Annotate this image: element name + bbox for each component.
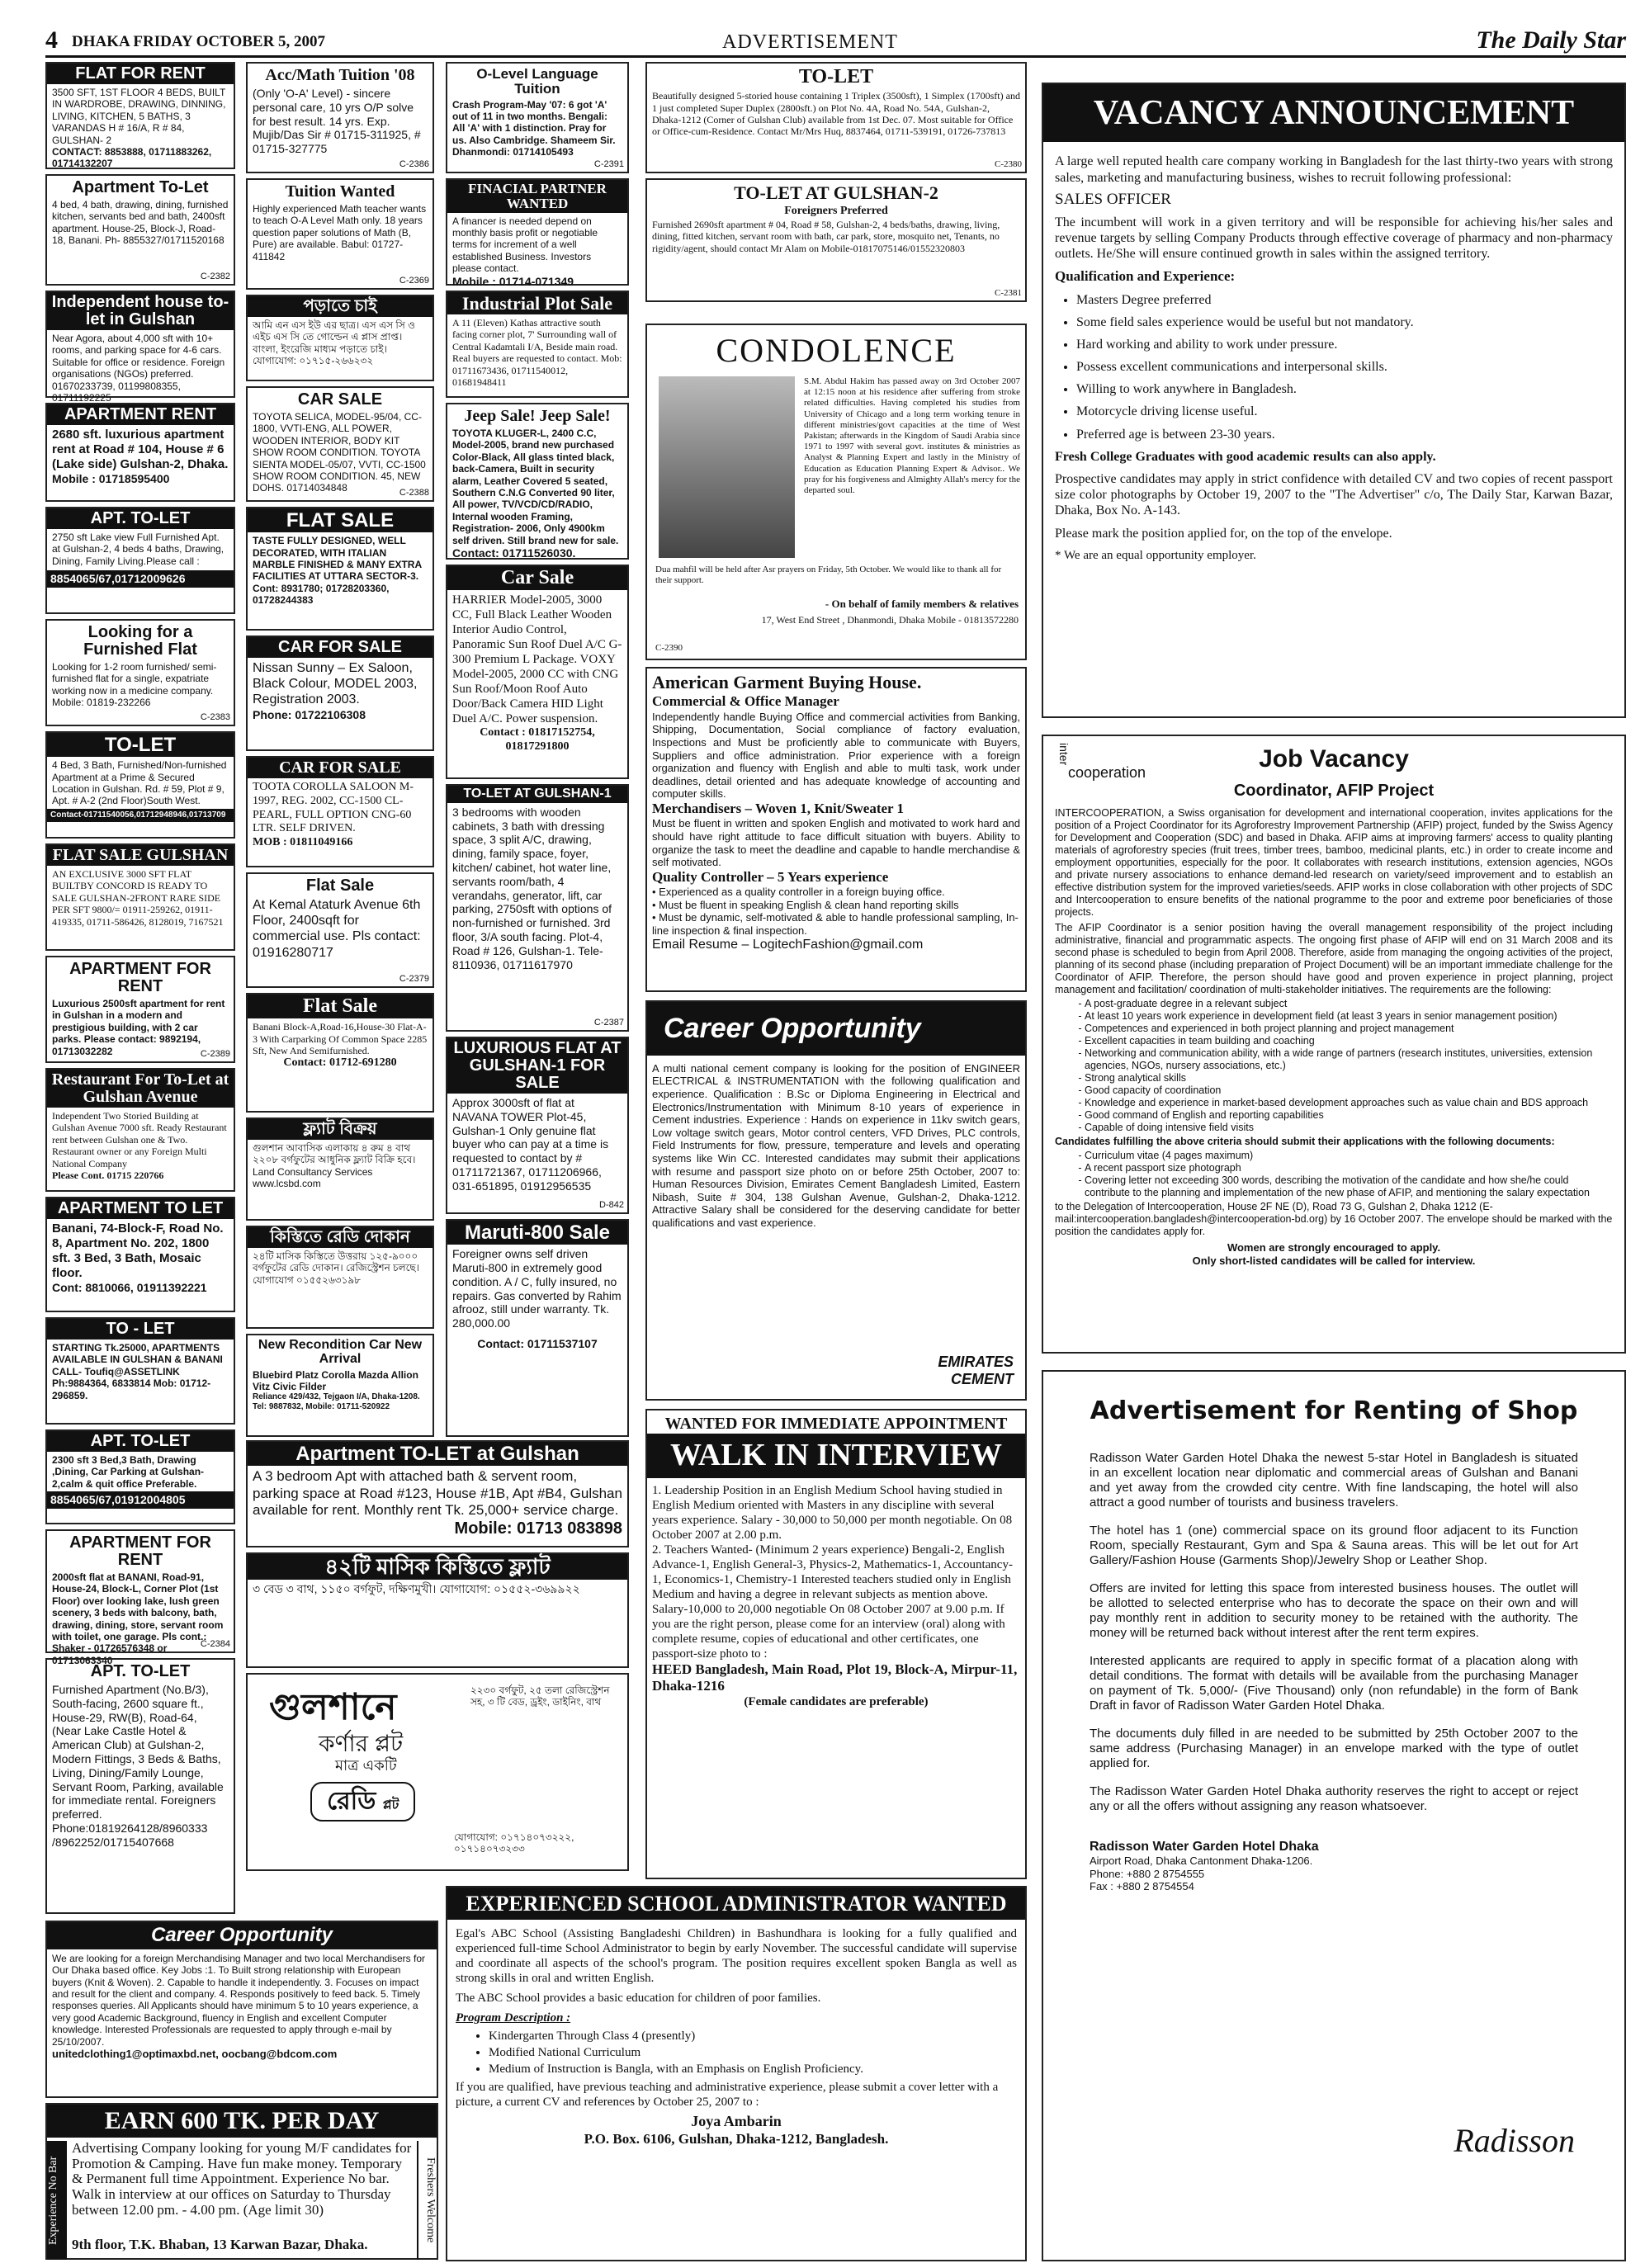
ad-code: C-2383 (200, 711, 230, 722)
ad-title: Looking for a Furnished Flat (83, 623, 197, 659)
ad-title: WALK IN INTERVIEW (647, 1434, 1025, 1478)
classified-ad (246, 1226, 434, 1329)
ad-subtitle: Foreigners Preferred (784, 205, 888, 218)
ad-title: APT. TO-LET (47, 1431, 234, 1452)
ad-body: Beautifully designed 5-storied house containing 1 Triplex (3500sft), 1 Simplex (1700sft) and 1 just completed Super Duplex (2800sft.) on Plot No. 4A, Road No. 54A, Gulshan-2, Dhaka-1212 (Corner of Gulshan Club) available from 1st Dec. 07. Most suitable for Office or Office-cum-Residence. Contact Mr/Mrs Huq, 8837464, 01711-539191, 01726-737813 (652, 90, 1020, 138)
ad-title: CAR FOR SALE (248, 758, 433, 778)
ad-contact: যোগাযোগ: ০১৭১৪০৭৩২২২, ০১৭১৪০৭৩২৩৩ (454, 1831, 574, 1855)
list-item: - A post-graduate degree in a relevant subject (1085, 998, 1613, 1010)
ad-body: ২৪টি মাসিক কিস্তিতে উত্তরায় ১২৫-৯০০০ বর্গফুটের রেডি দোকান। রেজিস্ট্রেশন চলছে। যোগাযোগ ০১৫৫২৬৩১৯৮ (253, 1250, 419, 1286)
ad-contact: Cont: 8931780; 01728203360, 01728244383 (253, 582, 390, 607)
classified-ad (45, 174, 235, 286)
list-item: • Masters Degree preferred (1076, 292, 1613, 308)
shop-rent-ad (1042, 1370, 1626, 2261)
ad-body: HARRIER Model-2005, 3000 CC, Full Black Leather Wooden Interior Audio Control, Panoramic Sun Roof Duel A/C G-300 Premium L Package. VOXY Model-2005, 2000 CC with CNG Sun Roof/Moon Roof Auto Door/Back Camera HID Light Duel A/C. Power suspension. (452, 593, 622, 726)
ad-code: C-2384 (200, 1638, 230, 1649)
list-item: • Motorcycle driving license useful. (1076, 404, 1613, 419)
ad-title: ৪২টি মাসিক কিস্তিতে ফ্ল্যাট (248, 1554, 627, 1580)
list-item: - Strong analytical skills (1085, 1072, 1613, 1084)
ad-body: TOYOTA KLUGER-L, 2400 C.C, Model-2005, brand new purchased Color-Black, All glass tinted black, back-Camera, Built in security alarm, Leather Covered 5 seated, Southern C.N.G Converted 90 liter, All power, TV/VCD/CD/RADIO, Internal wooden Framing, Registration- 2006, Only 4900km self driven. Still brand new for sale. (452, 428, 619, 546)
ad-email: unitedclothing1@optimaxbd.net, oocbang@bdcom.com (52, 2047, 338, 2060)
ad-body: A financer is needed depend on monthly basis profit or negotiable terms for increment of a well established Business. Investors please contact. (452, 215, 598, 275)
column-3 (446, 62, 629, 1572)
classified-ad (446, 178, 629, 286)
ad-title: Jeep Sale! Jeep Sale! (464, 407, 611, 425)
ad-body: Luxurious 2500sft apartment for rent in Gulshan in a modern and prestigious building, with 2 car parks. Please contact: 9892194, 01713032282 (52, 998, 225, 1057)
classified-ad (246, 507, 434, 631)
ad-body: 4 bed, 4 bath, drawing, dining, furnished kitchen, servants bed and bath, 2400sft apartment. House-25, Block-J, Road-18, Banani. Ph- 8855327/01711520168 (52, 199, 229, 247)
ad-code: D-842 (599, 1199, 624, 1210)
ad-title: O-Level Language Tuition (476, 66, 598, 97)
envelope-note: Please mark the position applied for, on the top of the envelope. (1055, 526, 1392, 541)
program-list (489, 2029, 1017, 2077)
ad-code: C-2382 (200, 271, 230, 281)
list-item: • Willing to work anywhere in Bangladesh. (1076, 381, 1613, 397)
ad-subtitle: মাত্র একটি (335, 1757, 397, 1774)
gulshan-plot-ad (246, 1673, 629, 1871)
column-2 (246, 62, 434, 1572)
equal-opportunity-note: * We are an equal opportunity employer. (1055, 548, 1256, 562)
ad-title: EXPERIENCED SCHOOL ADMINISTRATOR WANTED (447, 1888, 1025, 1920)
contact-name: Joya Ambarin (691, 2113, 782, 2130)
ad-body: Interested applicants are required to apply in specific format of a placation along with detail conditions. The format with details will be available from the purchasing Manager on payment of Tk. 5,000/- (Five Thousand) only (non refundable) in the form of Bank Draft in favor of Radisson Water Garden Hotel Dhaka. (1090, 1654, 1578, 1713)
list-item: - Competences and experienced in both project planning and project management (1085, 1023, 1613, 1035)
notice-body: S.M. Abdul Hakim has passed away on 3rd October 2007 at 12:15 noon at his residence after suffering from stroke related difficulties. Having completed his studies from University of Chicago and a long term working tenure in different ministries/govt capacities at the time of West Pakistan; afterwards in the Kingdom of Saudi Arabia since 1971 to 1997 with several govt. institutes & ministries as Analyst & Planning Expert and lastly in the Ministry of Education as Education Planning Expert & Advisor.. We pray for his forgiveness and Almighty Allah's mercy for the departed soul. (804, 376, 1020, 495)
career-opportunity-2-ad (45, 1921, 438, 2098)
ad-contact: 8854065/67,01712009626 (47, 570, 234, 588)
ad-title: FLAT FOR RENT (47, 64, 234, 84)
ad-contact: Mobile: 01713 083898 (454, 1519, 622, 1538)
ad-title: American Garment Buying House. (652, 672, 922, 692)
list-item: - Good command of English and reporting capabilities (1085, 1109, 1613, 1122)
ad-title: New Recondition Car New Arrival (258, 1338, 423, 1366)
ad-title: APARTMENT FOR RENT (69, 1533, 211, 1569)
ad-body: Highly experienced Math teacher wants to teach O-A Level Math only. 18 years question paper solutions of Math (B, Pure) are available. Babul: 01727-411842 (253, 203, 427, 262)
issue-date: DHAKA FRIDAY OCTOBER 5, 2007 (72, 33, 326, 50)
portrait-photo (659, 376, 795, 558)
ad-body: The ABC School provides a basic education for children of poor families. (456, 1992, 821, 2006)
ad-title: Restaurant For To-Let at Gulshan Avenue (47, 1070, 234, 1108)
ad-body: ৩ বেড ৩ বাথ, ১১৫০ বর্গফুট, দক্ষিণমুখী। যোগাযোগ: ০১৫৫২-৩৬৯৯২২ (253, 1582, 580, 1596)
list-item: • Medium of Instruction is Bangla, with an Emphasis on English Proficiency. (489, 2062, 1017, 2077)
ad-title: APARTMENT FOR RENT (69, 960, 211, 995)
vacancy-announcement-ad (1042, 83, 1626, 718)
notice-title: CONDOLENCE (716, 332, 957, 369)
notice-address: 17, West End Street , Dhanmondi, Dhaka Mobile - 01813572280 (761, 614, 1019, 626)
ready-label: রেডি (327, 1787, 376, 1815)
ad-subtitle: Commercial & Office Manager (652, 693, 839, 710)
classified-ad (446, 403, 629, 560)
classified-ad (246, 295, 434, 381)
ad-code: C-2391 (593, 158, 624, 169)
list-item: - Curriculum vitae (4 pages maximum) (1085, 1150, 1613, 1162)
ad-title: Career Opportunity (647, 1002, 1025, 1056)
ad-title: Career Opportunity (47, 1922, 437, 1949)
tolet-ad (645, 62, 1027, 173)
classified-ad (446, 62, 629, 173)
ad-title: FINACIAL PARTNER WANTED (447, 180, 627, 213)
ad-body: Independent Two Storied Building at Gulshan Avenue 7000 sft. Ready Restaurant rent between Gulshan one & Two. Restaurant owner or any Foreign Multi National Company (52, 1110, 227, 1169)
ad-body: Offers are invited for letting this space from interested business houses. The outlet will be allotted to selected enterprise who has to decorate the space on their own and will pay monthly rent in addition to security money to be retained with the authority. The money will be returned back without interest after the rent term expires. (1090, 1581, 1578, 1640)
ad-email: Email Resume – LogitechFashion@gmail.com (652, 938, 924, 952)
hotel-name: Radisson Water Garden Hotel Dhaka (1090, 1840, 1319, 1854)
walk-in-interview-ad (645, 1409, 1027, 1879)
classified-ad (45, 1197, 235, 1312)
ad-body: TOOTA COROLLA SALOON M-1997, REG. 2002, CC-1500 CL-PEARL, FULL OPTION CNG-60 LTR. SELF DRIVEN. (253, 781, 414, 835)
ad-body: A 11 (Eleven) Kathas attractive south facing corner plot, 7' Surrounding wall of Central Kadamtali I/A, Beside main road. Real buyers are requested to contact. Mob: 01711673436, 01711540012, 01681948411 (452, 317, 622, 389)
page-header (45, 25, 1626, 58)
school-administrator-ad (446, 1886, 1027, 2261)
ad-contact: Contact : 01817152754, 01817291800 (480, 726, 595, 753)
installment-flat-ad (246, 1552, 629, 1668)
classified-ad (446, 1219, 629, 1437)
ad-body: (Only 'O-A' Level) - sincere personal care, 10 yrs O/P solve for best result. 14 yrs. Exp. Mujib/Das Sir # 01715-311925, # 01715-327775 (253, 87, 421, 156)
ad-title: Tuition Wanted (285, 182, 395, 201)
ad-body: The AFIP Coordinator is a senior position having the overall management responsibility of the project including administrative, financial and programmatic aspects. The ongoing first phase of AFIP will end on 31 March 2008 and its second phase is scheduled to begin from April 2008. Therefore, aside from managing the ongoing activities of the project, planning of its second phase (including preparation of Project Document) will be an important immediate challenge for the Coordinator of AFIP. Therefore, the person should have good and proven experience in project planning, project management and facilitation/ coordination of multi-stakeholder initiatives. The requirements are the following: (1055, 922, 1613, 995)
hotel-fax: Fax : +880 2 8754554 (1090, 1880, 1194, 1893)
list-item: - Capable of doing intensive field visits (1085, 1122, 1613, 1134)
ad-title: TO-LET AT GULSHAN-1 (447, 786, 627, 803)
ad-title: TO-LET AT GULSHAN-2 (734, 182, 938, 203)
ad-body: Must be fluent in written and spoken English and motivated to work hard and should have right attitude to face difficult situation with buyers. Ability to organize the task to meet the deadline and capable to handle merchandise & self motivated. (652, 817, 1020, 869)
ad-note: (Female candidates are preferable) (744, 1695, 929, 1709)
qualification-heading: Qualification and Experience: (1055, 268, 1236, 285)
ad-contact: Contact: 01711537107 (477, 1336, 598, 1350)
ad-title: Flat Sale (248, 995, 433, 1018)
ad-code: C-2369 (399, 275, 429, 286)
classified-ad (246, 386, 434, 502)
ad-body: Banani, 74-Block-F, Road No. 8, Apartment No. 202, 1800 sft. 3 Bed, 3 Bath, Mosaic floor. (52, 1221, 224, 1280)
ad-body: Crash Program-May '07: 6 got 'A' out of 11 in two months. Bengali: All 'A' with 1 distinction. Pray for us. Also Cambridge. Shameem Sir. Dhanmondi: 01714105493 (452, 98, 616, 158)
ad-contact: Contact-01711540056,01712948946,01713709 (47, 809, 234, 822)
ad-body: TASTE FULLY DESIGNED, WELL DECORATED, WITH ITALIAN MARBLE FINISHED & MANY EXTRA FACILITIES AT UTTARA SECTOR-3. (253, 535, 422, 583)
classified-ad (446, 565, 629, 779)
ad-body: • Experienced as a quality controller in a foreign buying office. • Must be fluent in speaking English & clean hand reporting skills • Must be dynamic, self-motivated & able to handle professional sampling, In-line inspection & final inspection. (652, 886, 1019, 937)
career-opportunity-ad (645, 1000, 1027, 1401)
ad-body: The hotel has 1 (one) commercial space on its ground floor adjacent to its Function Room, specially Restaurant, Gym and Spa & Sauna areas. This will be let out for Art Gallery/Fashion House (Garments Shop)/Jewelry Shop or Leather Shop. (1090, 1524, 1578, 1567)
ad-body: গুলশান আবাসিক এলাকায় ৪ রুম ৪ বাথ ২২০৮ বর্গফুটের আধুনিক ফ্ল্যাট বিক্রি হবে। Land Consultancy Services www.lcsbd.com (253, 1142, 416, 1190)
ad-contact: MOB : 01811049166 (253, 836, 353, 849)
ad-role: Coordinator, AFIP Project (1233, 782, 1435, 800)
ad-code: C-2379 (399, 973, 429, 984)
classified-ad (45, 1068, 235, 1192)
contact-address: P.O. Box. 6106, Gulshan, Dhaka-1212, Bangladesh. (584, 2130, 889, 2147)
ad-title: Job Vacancy (1259, 745, 1409, 773)
ad-title: Apartment To-Let (72, 178, 209, 196)
classified-ad (45, 403, 235, 502)
ad-body: ২২৩০ বর্গফুট, ২৫ তলা রেজিস্ট্রেশন সহ, ৩ টি বেড, ড্রইং, ডাইনিং, বাথ (470, 1684, 610, 1708)
ad-title: Advertisement for Renting of Shop (1090, 1396, 1578, 1425)
list-item: - A recent passport size photograph (1085, 1162, 1613, 1174)
condolence-notice (645, 324, 1027, 660)
classified-ad (45, 956, 235, 1063)
ad-body: Egal's ABC School (Assisting Bangladeshi Children) in Bashundhara is looking for a fully qualified and experienced full-time School Administrator to begin by early November. The successful candidate will supervise and coordinate all aspects of the school's program. The position requires excellent spoken Bangla as well as strong skills in oral and written English. (456, 1927, 1017, 1986)
logo-text: inter (1056, 743, 1071, 766)
ad-contact: Phone: 01722106308 (253, 707, 366, 721)
ad-title: ফ্ল্যাট বিক্রয় (248, 1119, 433, 1140)
list-item: - Knowledge and experience in market-based development approaches such as value chain and BDS approach (1085, 1097, 1613, 1109)
list-item: - At least 10 years work experience in development field (at least 3 years in senior management position) (1085, 1010, 1613, 1023)
apartment-tolet-ad (246, 1440, 629, 1547)
classified-ad (246, 636, 434, 751)
ad-title: Independent house to-let in Gulshan (47, 292, 234, 330)
notice-dua: Dua mahfil will be held after Asr prayers on Friday, 5th October. We would like to thank all for their support. (655, 565, 1002, 586)
ad-body: Bluebird Platz Corolla Mazda Allion Vitz Civic Filder (253, 1368, 418, 1392)
ad-title: APT. TO-LET (90, 1662, 191, 1680)
classified-ad (446, 784, 629, 1032)
ad-title: APARTMENT RENT (47, 404, 234, 425)
ad-title: Apartment TO-LET at Gulshan (248, 1442, 627, 1466)
section-title: ADVERTISEMENT (722, 31, 898, 53)
program-heading: Program Description : (456, 2011, 571, 2025)
shortlist-note: Only short-listed candidates will be called for interview. (1192, 1254, 1476, 1267)
ad-body: TOYOTA SELICA, MODEL-95/04, CC-1800, VVTI-ENG, ALL POWER, WOODEN INTERIOR, BODY KIT SHOW ROOM CONDITION. TOYOTA SIENTA MODEL-05/07, VVTI, CC-1500 SHOW ROOM CONDITION. 45, NEW DOHS. 01714034848 (253, 411, 426, 494)
logo-text: cooperation (1068, 764, 1146, 781)
ad-body: A 3 bedroom Apt with attached bath & servent room, parking space at Road #123, House #1B, Apt #B4, Gulshan available for rent. Monthly rent Tk. 25,000+ service charge. (253, 1468, 622, 1518)
ad-contact: Cont: 8810066, 01911392221 (52, 1281, 207, 1294)
ad-title: Flat Sale (305, 876, 375, 895)
classified-ad (246, 178, 434, 290)
job-vacancy-ad (1042, 735, 1626, 1354)
ad-contact: Please Cont. 01715 220766 (52, 1169, 164, 1181)
classified-ad (45, 1658, 235, 1914)
ad-body: Looking for 1-2 room furnished/ semi-furnished flat for a single, expatriate working now in a medicine company. Mobile: 01819-232266 (52, 661, 217, 709)
ad-code: C-2390 (655, 642, 683, 653)
list-item: • Kindergarten Through Class 4 (presently) (489, 2029, 1017, 2044)
notice-sign: - On behalf of family members & relatives (825, 598, 1019, 610)
ad-contact: CONTACT: 8853888, 01711883262, 01714132207 (52, 145, 212, 170)
emirates-logo: EMIRATES CEMENT (938, 1353, 1014, 1388)
list-item: • Modified National Curriculum (489, 2045, 1017, 2060)
ad-organization: HEED Bangladesh, Main Road, Plot 19, Block-A, Mirpur-11, Dhaka-1216 (652, 1661, 1018, 1694)
ad-body: At Kemal Ataturk Avenue 6th Floor, 2400sqft for commercial use. Pls contact: 01916280717 (253, 898, 421, 960)
ad-body: Banani Block-A,Road-16,House-30 Flat-A-3 With Carparking Of Common Space 2285 Sft, New And Semifurnished. (253, 1021, 428, 1056)
requirements-list (1085, 998, 1613, 1134)
ad-contact: Mobile : 01714-071349 (452, 274, 574, 288)
classified-ad (246, 993, 434, 1113)
fresh-graduates-note: Fresh College Graduates with good academic results can also apply. (1055, 449, 1436, 464)
side-label-left: Experience No Bar (47, 2141, 67, 2260)
ad-body: আমি এন এস ইউ এর ছাত্র। এস এস সি ও এইচ এস সি তে গোল্ডেন এ প্লাস প্রাপ্ত। বাংলা, ইংরেজি মাধ্যম পড়াতে চাই। যোগাযোগ: ০১৭১৫-২৬৬২৩২ (253, 319, 415, 367)
list-item: - Excellent capacities in team building and coaching (1085, 1035, 1613, 1047)
ad-title: FLAT SALE (248, 508, 433, 532)
classified-ad (246, 872, 434, 988)
ad-intro: A large well reputed health care company working in Bangladesh for the last thirty-two years with strong sales, marketing and manufacturing business, wishes to recruit following professional: (1055, 154, 1613, 185)
ad-title: Maruti-800 Sale (447, 1221, 627, 1245)
ad-role: SALES OFFICER (1055, 190, 1171, 208)
garment-buying-house-ad (645, 667, 1027, 992)
ready-badge (310, 1782, 415, 1821)
radisson-logo: Radisson (1454, 2122, 1575, 2159)
list-item: - Networking and communication ability, with a wide range of partners (research institutes, universities, extension agencies, NGOs, nursery associations, etc.) (1085, 1047, 1613, 1072)
ad-title: TO - LET (47, 1319, 234, 1340)
ad-subtitle: Merchandisers – Woven 1, Knit/Sweater 1 (652, 800, 905, 816)
ad-title: Acc/Math Tuition '08 (265, 66, 415, 84)
documents-list (1085, 1150, 1613, 1199)
hotel-address: Airport Road, Dhaka Cantonment Dhaka-1206. (1090, 1855, 1313, 1868)
classified-ad (45, 1529, 235, 1666)
ad-body: 2750 sft Lake view Full Furnished Apt. at Gulshan-2, 4 beds 4 baths, Drawing, Dining, Family Living.Please call : (52, 532, 225, 567)
list-item: • Some field sales experience would be useful but not mandatory. (1076, 314, 1613, 330)
ad-body: STARTING Tk.25000, APARTMENTS AVAILABLE IN GULSHAN & BANANI CALL- Toufiq@ASSETLINK Ph:9884364, 6833814 Mob: 01712-296859. (52, 1342, 223, 1401)
ad-body: If you are qualified, have previous teaching and administrative experience, please submit a cover letter with a picture, a current CV and references by October 25, 2007 to : (456, 2081, 999, 2110)
ad-code: C-2387 (593, 1017, 624, 1028)
classified-ad (446, 1037, 629, 1214)
ad-description: The incumbent will work in a given territory and will be responsible for achieving his/her sales and revenue targets by selling Company Products through effective coverage of pharmacy and non-pharmacy outlets. He/She will ensure continued growth in sales within the assigned territory. (1055, 215, 1613, 261)
ad-title: Industrial Plot Sale (447, 292, 627, 314)
ad-title: CAR FOR SALE (248, 637, 433, 658)
classified-ad (45, 1317, 235, 1425)
side-label-right: Freshers Welcome (417, 2141, 437, 2260)
ad-body: A multi national cement company is looking for the position of ENGINEER ELECTRICAL & INSTRUMENTATION with the following qualification and experience. Qualification : B.Sc or Diploma Engineering in Electrical and Electronics/Instrumentation with Minimum 8-10 years of experience in Cement industries. Experience : Hands on experience in 11kv switch gears, Low voltage switch gears, Motor control centers, VFD Drives, PLC controls, Field Instruments for flow, pressure, temperature and levels and operating systems like Win CC. Interested candidates may submit their applications with resume and passport size photo on or before 25th October, 2007 to: Human Resources Division, Emirates Cement Bangladesh Limited, Eastern Nibash, Suite # 304, 138 Gulshan Avenue, Gulshan-2, Dhaka-1212. Attractive Salary shall be considered for the deserving candidate for better qualifications and vast experience. (652, 1061, 1020, 1229)
ad-title: LUXURIOUS FLAT AT GULSHAN-1 FOR SALE (447, 1038, 627, 1094)
ad-title: CAR SALE (297, 390, 383, 409)
masthead-logo: The Daily Star (1476, 26, 1626, 54)
classified-ad (246, 62, 434, 173)
earn-per-day-ad (45, 2103, 438, 2260)
tolet-gulshan2-ad (645, 178, 1027, 302)
ad-title: TO-LET (47, 733, 234, 757)
classified-ad (45, 843, 235, 951)
ad-title: Car Sale (447, 566, 627, 590)
list-item: • Possess excellent communications and interpersonal skills. (1076, 359, 1613, 375)
ad-body: INTERCOOPERATION, a Swiss organisation for development and international cooperation, invites applications for the position of a Project Coordinator for its Agroforestry Improvement Partnership (AFIP) project, funded by the Swiss Agency for Development and Cooperation (SDC) and based in Dhaka. AFIP aims at improving farmers' access to quality planting materials of agroforestry species (fruit trees, timber trees, bamboo, medicinal plants, etc.) in order to create income and employment opportunities, especially for the poor. It collaborates with research institutions, extension agencies, NGOs and private nursery associations to enhance demand-led research on variety/seed improvement and to establish an effective distribution system for the improved varieties/seeds. AFIP works in close collaboration with other projects of SDC and Intercooperation to ensure benefits of the national programme to the poor and extreme poor beneficiaries of those projects. (1055, 807, 1613, 918)
ad-body: AN EXCLUSIVE 3000 SFT FLAT BUILTBY CONCORD IS READY TO SALE GULSHAN-2FRONT RARE SIDE PER SFT 9800/= 01911-259262, 01911-419335, 01711-586426, 8128019, 7167521 (52, 868, 224, 928)
ad-contact: Contact: 01712-691280 (283, 1056, 397, 1070)
ad-contact: Mobile : 01718595400 (52, 472, 170, 485)
classified-ad (45, 619, 235, 726)
ad-body: 3500 SFT, 1ST FLOOR 4 BEDS, BUILT IN WARDROBE, DRAWING, DINNING, LIVING, KITCHEN, 5 BATHS, 3 VARANDAS H # 16/A, R # 84, GULSHAN- 2 (52, 87, 226, 146)
classified-ad (446, 291, 629, 398)
classified-ad (246, 756, 434, 867)
ad-body: The documents duly filled in are needed to be submitted by 25th October 2007 to the same address (Purchasing Manager) in an envelope marked with the type of outlet applied for. (1090, 1727, 1578, 1770)
plot-label: প্লট (382, 1798, 399, 1812)
submission-address: to the Delegation of Intercooperation, House 2F NE (D), Road 73 G, Gulshan 2, Dhaka 1212 (E-mail:intercooperation.bangladesh@intercooperation-bd.org) by 16 October 2007. The envelope should be marked with the position the candidates apply for. (1055, 1201, 1613, 1237)
ad-contact: Contact: 01711526030. (452, 546, 576, 560)
ad-code: C-2389 (200, 1048, 230, 1059)
ad-address: 9th floor, T.K. Bhaban, 13 Karwan Bazar, Dhaka. (72, 2237, 368, 2252)
classified-ad (45, 1429, 235, 1524)
classified-ad (45, 731, 235, 839)
list-item: - Covering letter not exceeding 300 words, describing the motivation of the candidate and how she/he could contribute to the planning and implementation of the new phase of AFIP, and mentioning the salary expectation (1085, 1174, 1613, 1199)
ad-body: 2300 sft 3 Bed,3 Bath, Drawing ,Dining, Car Parking at Gulshan-2,calm & quit office Preferable. (52, 1454, 205, 1490)
ad-body: 2680 sft. luxurious apartment rent at Road # 104, House # 6 (Lake side) Gulshan-2, Dhaka. (52, 428, 229, 471)
ad-body: Approx 3000sft of flat at NAVANA TOWER Plot-45, Gulshan-1 Only genuine flat buyer who can pay at a time is requested to contact by # 01711721367, 01711206966, 031-651895, 01912956535 (452, 1096, 609, 1193)
ad-body: Foreigner owns self driven Maruti-800 in extremely good condition. A / C, fully insured, no repairs. Gas converted by Rahim afrooz, still under warranty. Tk. 280,000.00 (452, 1247, 622, 1330)
ad-body: 4 Bed, 3 Bath, Furnished/Non-furnished Apartment at a Prime & Secured Location in Gulshan. Rd. # 59, Plot # 9, Apt. # A-2 (2nd Floor)South West. (52, 759, 227, 807)
ad-body: Independently handle Buying Office and commercial activities from Banking, Shipping, Documentation, Social compliance of factory evaluation, Inspections and Must be proficiently able to communicate with Buyers, Suppliers and office administration. Prior experience with a foreign organization and fluency with English and able to multi task, work under deadlines, detail oriented and has adequate knowledge of accounting and computer skills. (652, 710, 1020, 801)
list-item: • Hard working and ability to work under pressure. (1076, 337, 1613, 352)
ad-contact: Reliance 429/432, Tejgaon I/A, Dhaka-1208. Tel: 9887832, Mobile: 01711-520922 (253, 1392, 420, 1412)
ad-body: Near Agora, about 4,000 sft with 10+ rooms, and parking space for 4-6 cars. Suitable for office or residence. Foreign organisations (NGOs) preferred. 01670233739, 01199808355, 01711192225 (52, 333, 225, 404)
intercooperation-logo (1056, 743, 1172, 784)
ad-code: C-2388 (399, 487, 429, 498)
ad-body: Radisson Water Garden Hotel Dhaka the newest 5-star Hotel in Bangladesh is situated in an excellent location near diplomatic and commercial areas of Gulshan and Banani and yet away from the crowded city centre. With fine landscaping, the hotel will also attract a good number of tourists and business travelers. (1090, 1451, 1578, 1510)
page-number: 4 (45, 26, 58, 54)
ad-pretitle: WANTED FOR IMMEDIATE APPOINTMENT (664, 1415, 1008, 1433)
classified-ad (45, 62, 235, 169)
ad-title: VACANCY ANNOUNCEMENT (1043, 84, 1624, 142)
ad-subtitle: Quality Controller – 5 Years experience (652, 868, 889, 885)
apply-instructions: Prospective candidates may apply in strict confidence with detailed CV and two copies of recent passport size color photographs by October 19, 2007 to the "The Advertiser" c/o, The Daily Star, Karwan Bazar, Dhaka, Box No. A-143. (1055, 472, 1613, 518)
hotel-phone: Phone: +880 2 8754555 (1090, 1867, 1205, 1880)
column-1 (45, 62, 235, 1721)
women-note: Women are strongly encouraged to apply. (1227, 1241, 1441, 1254)
ad-body: The Radisson Water Garden Hotel Dhaka authority reserves the right to accept or reject any or all the offers without assigning any reason whatsoever. (1090, 1784, 1578, 1813)
ad-body: Furnished 2690sft apartment # 04, Road # 58, Gulshan-2, 4 beds/baths, drawing, living, dining, fitted kitchen, servant room with bath, car park, store, mosquito net, Tenants, no rigidity/agent, should contact Mr Alam on Mobile-01817075146/01552320803 (652, 218, 1000, 254)
ad-body: Nissan Sunny – Ex Saloon, Black Colour, MODEL 2003, Registration 2003. (253, 661, 418, 707)
classified-ad (246, 1117, 434, 1221)
ad-body: We are looking for a foreign Merchandising Manager and two local Merchandisers for Our Dhaka based office. Key Jobs :1. To Built strong relationship with European buyers (Knit & Woven). 2. Capable to handle it independently. 3. Focuses on impact and result for the client and company. 4. Responds positively to feed back. 5. Timely responses queries. All Applicants should have minimum 5 to 10 years experience, a very good Academic Background, fluency in English and excellent Computer knowledge. Interested Professionals are requested to apply through e-mail by 25/10/2007. (52, 1952, 426, 2048)
ad-title: APARTMENT TO LET (47, 1198, 234, 1219)
candidates-note: Candidates fulfilling the above criteria should submit their applications with the following documents: (1055, 1136, 1555, 1147)
ad-contact: 8854065/67,01912004805 (47, 1491, 234, 1509)
list-item: - Good capacity of coordination (1085, 1084, 1613, 1097)
ad-body: Furnished Apartment (No.B/3), South-facing, 2600 square ft., House-29, RW(B), Road-64, (Near Lake Castle Hotel & American Club) at Gulshan-2, Modern Fittings, 3 Beds & Baths, Living, Dining/Family Lounge, Servant Room, Parking, available for immediate rental. Foreigners preferred. Phone:01819264128/8960333 /8962252/01715407668 (52, 1683, 224, 1849)
classified-ad (45, 291, 235, 404)
ad-code: C-2386 (399, 158, 429, 169)
ad-body: 1. Leadership Position in an English Medium School having studied in English Medium oriented with Masters in any discipline with several years experience. Salary - 30,000 to 50,000 per month negotiable. On 08 October 2007 at 2.00 p.m. 2. Teachers Wanted- (Minimum 2 years experience) Bengali-2, English Advance-1, English General-3, Physics-2, Mathematics-1, Accountancy-1, Economics-1, Chemistry-1 Interested teachers studied only in English Medium and having a degree in relevant subjects as mention above. Salary-10,000 to 20,000 negotiable On 08 October 2007 at 9.00 p.m. If you are the right person, please come for an interview (oral) along with complete resume, copies of educational and other certificates, one passport-size photo to : (652, 1483, 1013, 1661)
ad-body: 2000sft flat at BANANI, Road-91, House-24, Block-L, Corner Plot (1st Floor) over looking lake, lush green scenery, 3 beds with balcony, bath, drawing, dining, store, servant room with toilet, one garage. Pls cont.: Shaker - 01726576348 or 01713063340 (52, 1571, 224, 1666)
ad-title: গুলশানে (269, 1687, 397, 1727)
ad-code: C-2381 (995, 287, 1022, 298)
ad-title: FLAT SALE GULSHAN (47, 845, 234, 866)
ad-body: 3 bedrooms with wooden cabinets, 3 bath with dressing space, 3 split A/C, drawing, dining, family space, foyer, kitchen/ cabinet, hot water line, servants room/bath, 4 verandahs, generator, lift, car parking, 2750sft with options of non-furnished or furnished. 3rd floor, 3/A south facing. Plot-4, Road # 126, Gulshan-1. Tele-8110936, 01711617970 (452, 805, 612, 971)
ad-subtitle: কর্ণার প্লট (319, 1730, 404, 1756)
ad-title: EARN 600 TK. PER DAY (47, 2105, 437, 2138)
classified-ad (45, 507, 235, 614)
classified-ad (246, 1334, 434, 1437)
ad-title: পড়াতে চাই (248, 296, 433, 317)
list-item: • Preferred age is between 23-30 years. (1076, 427, 1613, 442)
ad-title: কিস্তিতে রেডি দোকান (248, 1227, 433, 1248)
ad-code: C-2380 (995, 158, 1022, 169)
ad-title: TO-LET (798, 66, 874, 87)
qualification-list (1076, 292, 1613, 442)
ad-body: Advertising Company looking for young M/F candidates for Promotion & Camping. Have fun make money. Temporary & Permanent full time Appointment. Experience No bar. Walk in interview at our offices on Saturday to Thursday between 12.00 pm. - 4.00 pm. (Age limit 30) (72, 2140, 412, 2218)
ad-title: APT. TO-LET (47, 508, 234, 529)
